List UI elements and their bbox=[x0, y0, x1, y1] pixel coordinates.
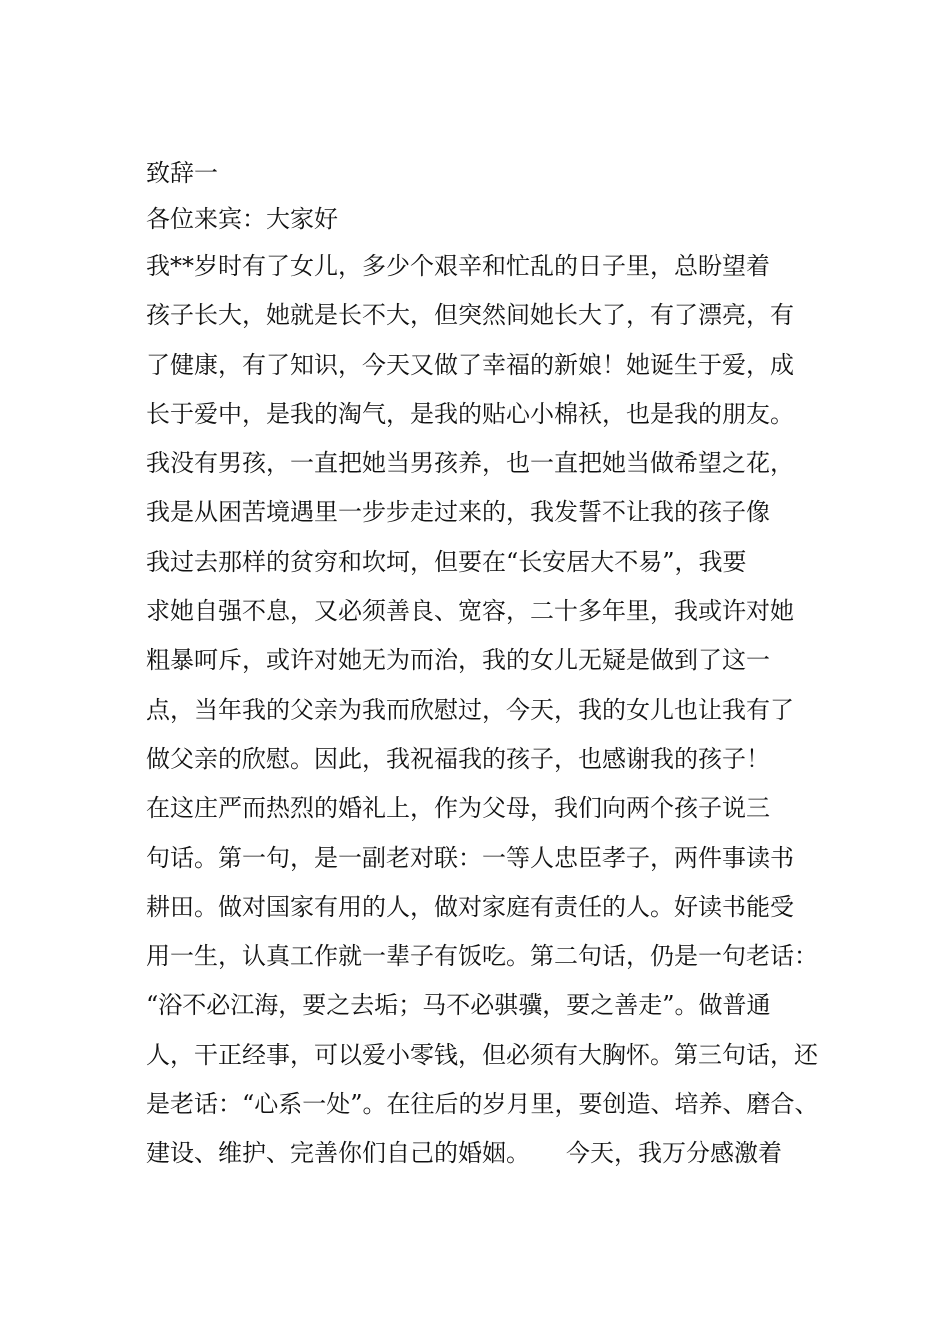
text-line-3: 了健康，有了知识，今天又做了幸福的新娘！她诞生于爱，成 bbox=[146, 350, 794, 379]
text-line-17: 人，干正经事，可以爱小零钱，但必须有大胸怀。第三句话，还 bbox=[146, 1040, 818, 1069]
text-line-7: 我过去那样的贫穷和坎坷，但要在“长安居大不易”，我要 bbox=[146, 547, 747, 576]
text-line-8: 求她自强不息，又必须善良、宽容，二十多年里，我或许对她 bbox=[146, 597, 794, 626]
text-line-6: 我是从困苦境遇里一步步走过来的，我发誓不让我的孩子像 bbox=[146, 498, 770, 527]
text-line-12: 在这庄严而热烈的婚礼上，作为父母，我们向两个孩子说三 bbox=[146, 794, 770, 823]
text-line-1: 我**岁时有了女儿，多少个艰辛和忙乱的日子里，总盼望着 bbox=[146, 252, 770, 280]
text-line-2: 孩子长大，她就是长不大，但突然间她长大了，有了漂亮，有 bbox=[146, 301, 794, 330]
text-line-4: 长于爱中，是我的淘气，是我的贴心小棉袄，也是我的朋友。 bbox=[146, 399, 794, 428]
text-line-16: “浴不必江海，要之去垢；马不必骐骥，要之善走”。做普通 bbox=[146, 991, 771, 1020]
text-line-13: 句话。第一句，是一副老对联：一等人忠臣孝子，两件事读书 bbox=[146, 843, 794, 872]
text-line-9: 粗暴呵斥，或许对她无为而治，我的女儿无疑是做到了这一 bbox=[146, 646, 770, 675]
text-line-5: 我没有男孩，一直把她当男孩养，也一直把她当做希望之花， bbox=[146, 449, 794, 478]
text-line-19: 建设、维护、完善你们自己的婚姻。 今天，我万分感激着 bbox=[146, 1139, 782, 1168]
text-line-10: 点，当年我的父亲为我而欣慰过，今天，我的女儿也让我有了 bbox=[146, 695, 794, 724]
salutation: 各位来宾：大家好 bbox=[146, 205, 338, 233]
text-line-14: 耕田。做对国家有用的人，做对家庭有责任的人。好读书能受 bbox=[146, 892, 794, 921]
document-body bbox=[146, 150, 826, 1179]
text-line-15: 用一生，认真工作就一辈子有饭吃。第二句话，仍是一句老话： bbox=[146, 942, 818, 971]
text-line-11: 做父亲的欣慰。因此，我祝福我的孩子，也感谢我的孩子！ bbox=[146, 744, 770, 773]
text-line-18: 是老话：“心系一处”。在往后的岁月里，要创造、培养、磨合、 bbox=[146, 1090, 819, 1119]
document-title: 致辞一 bbox=[146, 159, 218, 187]
